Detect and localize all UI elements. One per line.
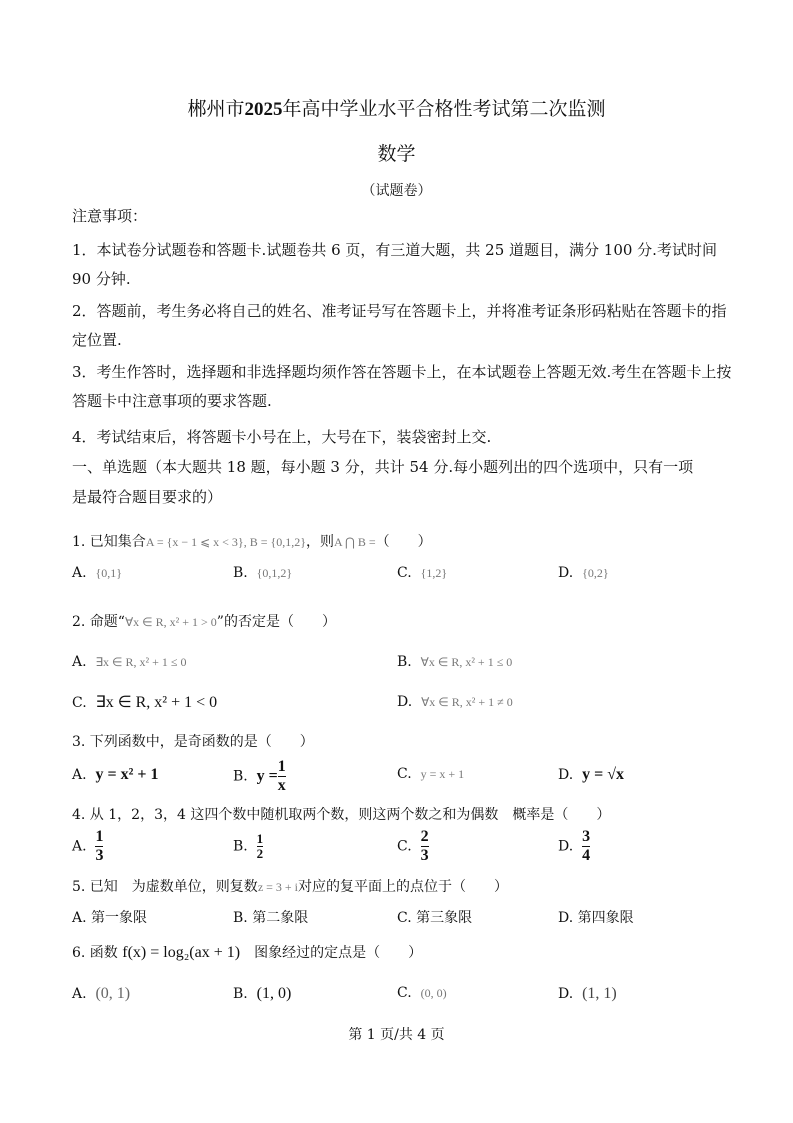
question-1: 1. 已知集合A = {x − 1 ⩽ x < 3}, B = {0,1,2}，则A ⋂ B =（ ） — [72, 534, 432, 550]
notice-item-3: 3．考生作答时，选择题和非选择题均须作答在答题卡上，在本试题卷上答题无效.考生在答题卡上按答题卡中注意事项的要求答题. — [72, 363, 732, 410]
notice-heading: 注意事项： — [72, 207, 148, 225]
q3-option-c[interactable]: C. y = x + 1 — [397, 766, 465, 782]
paper-type: （试题卷） — [361, 183, 432, 199]
question-2: 2. 命题“∀x ∈ R, x² + 1 > 0”的否定是（ ） — [72, 614, 336, 630]
q6-option-d[interactable]: D. (1, 1) — [558, 985, 617, 1002]
q6-option-b[interactable]: B. (1, 0) — [233, 985, 292, 1002]
q2-option-d[interactable]: D. ∀x ∈ R, x² + 1 ≠ 0 — [397, 694, 513, 710]
q4-option-c[interactable]: C. $\frac{2}{3}$ — [397, 828, 429, 864]
q4-option-b[interactable]: B. $\frac{1}{2}$ — [233, 831, 264, 861]
notice-item-4: 4．考试结束后，将答题卡小号在上，大号在下，装袋密封上交. — [72, 428, 492, 446]
q1-option-d[interactable]: D. {0,2} — [558, 565, 609, 581]
q3-option-a[interactable]: A. y = x² + 1 — [72, 766, 159, 783]
q5-option-b[interactable]: B. 第二象限 — [233, 910, 309, 926]
q1-option-b[interactable]: B. {0,1,2} — [233, 565, 293, 581]
question-2-math: ∀x ∈ R, x² + 1 > 0 — [124, 615, 217, 629]
q6-option-c[interactable]: C. (0, 0) — [397, 985, 447, 1001]
exam-title: 郴州市2025年高中学业水平合格性考试第二次监测 — [187, 98, 606, 120]
q5-option-d[interactable]: D. 第四象限 — [558, 910, 634, 926]
q1-option-a[interactable]: A. {0,1} — [72, 565, 122, 581]
q5-option-c[interactable]: C. 第三象限 — [397, 910, 473, 926]
question-4: 4. 从 1，2，3，4 这四个数中随机取两个数，则这两个数之和为偶数 概率是（ ） — [72, 807, 611, 823]
notice-item-2: 2．答题前，考生务必将自己的姓名、准考证号写在答题卡上，并将准考证条形码粘贴在答题卡的指定位置. — [72, 302, 727, 349]
question-6-math: f(x) = log₂(ax + 1) — [122, 944, 241, 961]
q5-option-a[interactable]: A. 第一象限 — [72, 910, 148, 926]
question-3: 3. 下列函数中，是奇函数的是（ ） — [72, 734, 314, 750]
q2-option-a[interactable]: A. ∃x ∈ R, x² + 1 ≤ 0 — [72, 654, 187, 670]
q2-option-b[interactable]: B. ∀x ∈ R, x² + 1 ≤ 0 — [397, 654, 513, 670]
section-heading-line1: 一、单选题（本大题共 18 题，每小题 3 分，共计 54 分.每小题列出的四个选项中，只有一项 — [72, 458, 694, 476]
q4-option-d[interactable]: D. $\frac{3}{4}$ — [558, 828, 591, 864]
q3-option-b[interactable]: B. y = $\frac{1}{x}$ — [233, 758, 286, 794]
notice-item-1: 1．本试卷分试题卷和答题卡.试题卷共 6 页，有三道大题，共 25 道题目，满分 100 分.考试时间 90 分钟. — [72, 241, 717, 288]
question-6: 6. 函数 f(x) = log₂(ax + 1) 图象经过的定点是（ ） — [72, 944, 423, 961]
q1-option-c[interactable]: C. {1,2} — [397, 565, 448, 581]
q3-option-d[interactable]: D. y = √x — [558, 766, 624, 783]
page-footer: 第 1 页/共 4 页 — [348, 1027, 445, 1043]
question-5-math: z = 3 + i — [257, 880, 299, 894]
q6-option-a[interactable]: A. (0, 1) — [72, 985, 131, 1002]
question-1-math: A = {x − 1 ⩽ x < 3}, B = {0,1,2} — [145, 535, 306, 549]
question-5: 5. 已知 为虚数单位，则复数z = 3 + i对应的复平面上的点位于（ ） — [72, 879, 509, 895]
q2-option-c[interactable]: C. ∃x ∈ R, x² + 1 < 0 — [72, 694, 218, 711]
section-heading-line2: 是最符合题目要求的） — [72, 488, 223, 506]
subject-title: 数学 — [377, 143, 416, 165]
q4-option-a[interactable]: A. $\frac{1}{3}$ — [72, 828, 104, 864]
